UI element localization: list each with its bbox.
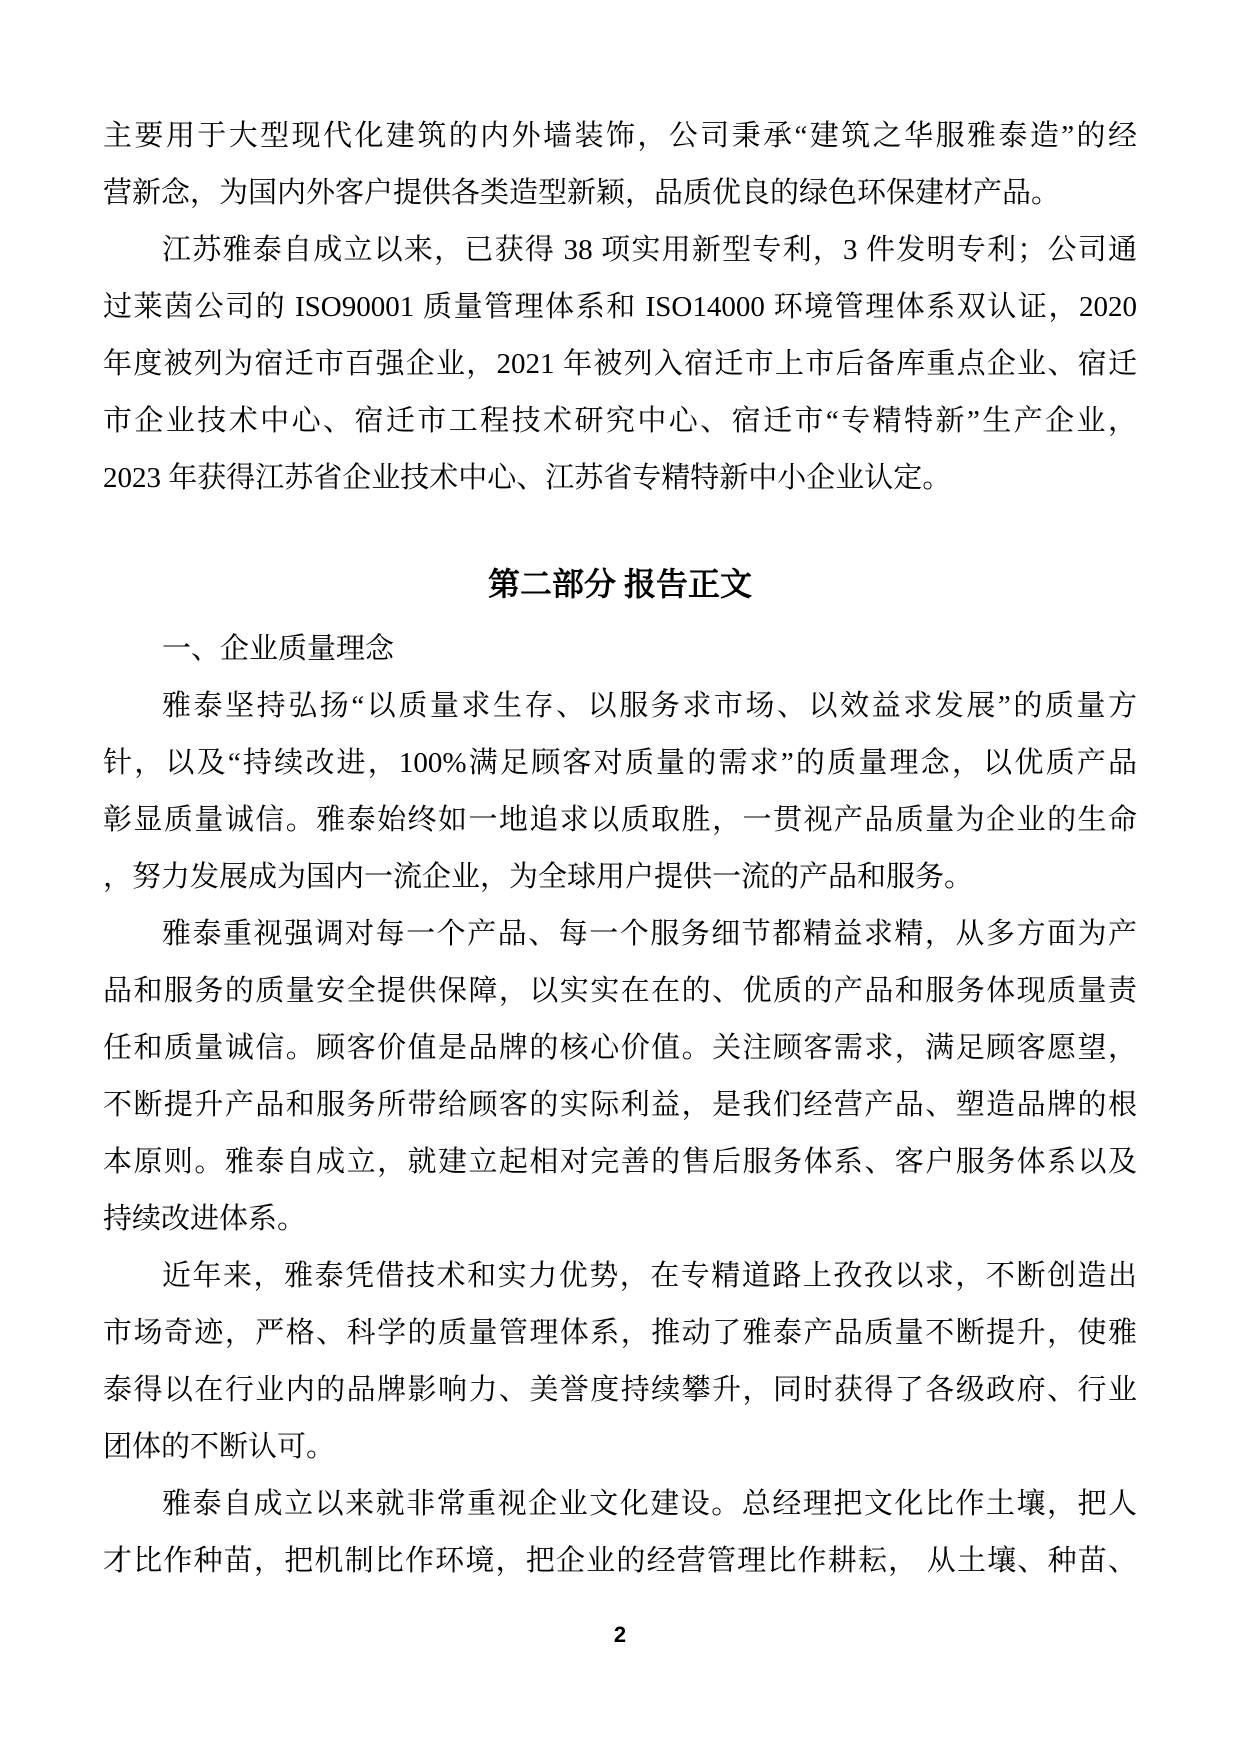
text-line: 雅泰坚持弘扬“以质量求生存、以服务求市场、以效益求发展”的质量方: [162, 690, 1137, 722]
text-line: 品和服务的质量安全提供保障，以实实在在的、优质的产品和服务体现质量责: [103, 975, 1137, 1007]
section-heading: 第二部分 报告正文: [487, 566, 752, 602]
text-line: 任和质量诚信。顾客价值是品牌的核心价值。关注顾客需求，满足顾客愿望，: [103, 1032, 1137, 1064]
text-line: 市企业技术中心、宿迁市工程技术研究中心、宿迁市“专精特新”生产企业，: [103, 405, 1137, 437]
text-line: 一、企业质量理念: [162, 633, 395, 665]
text-line: 雅泰重视强调对每一个产品、每一个服务细节都精益求精，从多方面为产: [162, 918, 1137, 950]
text-line: 才比作种苗，把机制比作环境，把企业的经营管理比作耕耘， 从土壤、种苗、: [103, 1545, 1137, 1577]
text-line: 过莱茵公司的 ISO90001 质量管理体系和 ISO14000 环境管理体系双认证，2020: [103, 291, 1137, 323]
text-line: 近年来，雅泰凭借技术和实力优势，在专精道路上孜孜以求，不断创造出: [162, 1260, 1137, 1292]
page-number: 2: [613, 1622, 627, 1647]
text-line: 彰显质量诚信。雅泰始终如一地追求以质取胜，一贯视产品质量为企业的生命: [103, 804, 1137, 836]
text-line: 持续改进体系。: [103, 1203, 307, 1235]
text-line: 营新念，为国内外客户提供各类造型新颖，品质优良的绿色环保建材产品。: [103, 177, 1061, 209]
text-line: 年度被列为宿迁市百强企业，2021 年被列入宿迁市上市后备库重点企业、宿迁: [103, 348, 1137, 380]
text-line: 不断提升产品和服务所带给顾客的实际利益，是我们经营产品、塑造品牌的根: [103, 1089, 1137, 1121]
text-line: 本原则。雅泰自成立，就建立起相对完善的售后服务体系、客户服务体系以及: [103, 1146, 1137, 1178]
text-line: 泰得以在行业内的品牌影响力、美誉度持续攀升，同时获得了各级政府、行业: [103, 1374, 1137, 1406]
text-line: 江苏雅泰自成立以来，已获得 38 项实用新型专利，3 件发明专利；公司通: [162, 234, 1137, 266]
text-line: 市场奇迹，严格、科学的质量管理体系，推动了雅泰产品质量不断提升，使雅: [103, 1317, 1137, 1349]
text-line: 主要用于大型现代化建筑的内外墙装饰，公司秉承“建筑之华服雅泰造”的经: [103, 120, 1137, 152]
text-line: 团体的不断认可。: [103, 1431, 336, 1463]
text-line: 针，以及“持续改进，100%满足顾客对质量的需求”的质量理念，以优质产品: [103, 747, 1137, 779]
text-line: 雅泰自成立以来就非常重视企业文化建设。总经理把文化比作土壤，把人: [162, 1488, 1137, 1520]
text-line: ，努力发展成为国内一流企业，为全球用户提供一流的产品和服务。: [103, 861, 974, 893]
text-line: 2023 年获得江苏省企业技术中心、江苏省专精特新中小企业认定。: [103, 462, 952, 494]
document-body: [103, 108, 1137, 1590]
